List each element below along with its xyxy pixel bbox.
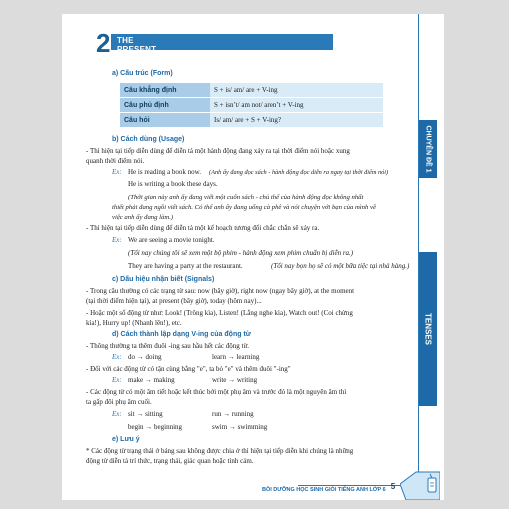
section-number: 2 [96,28,111,58]
usage-line: quanh thời điểm nói. [86,157,145,165]
example-sentence: He is writing a book these days. [128,180,218,188]
example-word: begin → beginning [128,423,183,431]
example-label: Ex: [112,168,122,176]
example-translation: (Tối nay bọn họ sẽ có một bữa tiệc tại nhà hàng.) [271,262,410,270]
formation-line: ta gấp đôi phụ âm cuối. [86,398,152,406]
note-line: * Các động từ trạng thái ở bảng sau không được chia ở thì hiện tại tiếp diễn khi chúng là những [86,447,354,455]
form-table [120,83,383,128]
example-label: Ex: [112,410,122,418]
usage-line: - Thì hiện tại tiếp diễn dùng để diễn tả một hành động đang xảy ra tại thời điểm nói hoặc xung [86,147,350,155]
formation-line: - Các động từ có một âm tiết hoặc kết thúc bởi một phụ âm và trước đó là một nguyên âm thì [86,388,347,396]
signals-line: - Trong câu thường có các trạng từ sau: now (bây giờ), right now (ngay bây giờ), at the moment [86,287,355,295]
example-word: write → writing [212,376,258,384]
usage-line: - Thì hiện tại tiếp diễn dùng để diễn tả một kế hoạch tương đối chắc chắn sẽ xảy ra. [86,224,320,232]
form-heading: a) Cấu trúc (Form) [112,70,173,77]
section-title: THE PRESENT CONTINUOUS [117,36,173,63]
chapter-label: CHUYÊN ĐỀ 1 [424,125,432,173]
example-sentence: They are having a party at the restaurant. [128,262,243,270]
example-translation: (Anh ấy đang đọc sách - hành động đọc diễn ra ngay tại thời điểm nói) [209,169,389,176]
example-sentence: He is reading a book now. [128,168,202,176]
table-cell-label: Câu phủ định [120,98,210,113]
example-label: Ex: [112,236,122,244]
footer-book-title: BỒI DƯỠNG HỌC SINH GIỎI TIẾNG ANH LỚP 6 [262,487,386,493]
table-cell-label: Câu khẳng định [120,83,210,98]
chapter-side-tab [419,120,437,178]
example-word: run → running [212,410,254,418]
example-word: learn → learning [212,353,260,361]
example-word: do → doing [128,353,162,361]
example-sentence: We are seeing a movie tonight. [128,236,215,244]
formation-line: - Đối với các động từ có tận cùng bằng "e", ta bỏ "e" và thêm đuôi "-ing" [86,365,291,373]
formation-heading: d) Cách thành lập dạng V-ing của động từ [112,331,251,338]
signals-line: kìa!), Hurry up! (Nhanh lên!), etc. [86,319,182,327]
textbook-page [62,14,444,500]
table-cell-value: Is/ am/ are + S + V-ing? [210,113,383,128]
signals-line: - Hoặc một số động từ như: Look! (Trông kìa), Listen! (Lắng nghe kìa), Watch out! (Coi chừng [86,309,353,317]
table-cell-value: S + is/ am/ are + V-ing [210,83,383,98]
example-label: Ex: [112,353,122,361]
example-word: sit → sitting [128,410,163,418]
topic-label: TENSES [423,312,433,346]
note-line: động từ diễn tả trí thức, trạng thái, giác quan hoặc tình cảm. [86,457,254,465]
example-note: (Thời gian này anh ấy đang viết một cuốn sách - chủ thể của hành động đọc không nhất [128,194,364,201]
example-label: Ex: [112,376,122,384]
table-row [120,98,383,113]
table-cell-label: Câu hỏi [120,113,210,128]
example-word: make → making [128,376,175,384]
formation-line: - Thông thường ta thêm đuôi -ing sau hầu hết các động từ. [86,342,249,350]
topic-side-tab [419,252,437,406]
example-note: việc anh ấy đang làm.) [112,214,174,221]
note-heading: e) Lưu ý [112,436,140,443]
usage-heading: b) Cách dùng (Usage) [112,136,185,143]
signals-line: (tại thời điểm hiện tại), at present (bây giờ), today (hôm nay)... [86,297,262,305]
table-cell-value: S + isn’t/ am not/ aren’t + V-ing [210,98,383,113]
table-row [120,83,383,98]
example-word: swim → swimming [212,423,268,431]
example-note: thiết phải đang ngồi viết sách. Có thể anh ấy đang uống cà phê và nói chuyện với bạn của mình về [112,204,376,211]
example-translation: (Tối nay chúng tôi sẽ xem một bộ phim - hành động xem phim chuẩn bị diễn ra.) [128,249,354,257]
page-number: 5 [390,482,396,491]
signals-heading: c) Dấu hiệu nhận biết (Signals) [112,276,215,283]
table-row [120,113,383,128]
page-corner-cup-icon [400,470,440,500]
